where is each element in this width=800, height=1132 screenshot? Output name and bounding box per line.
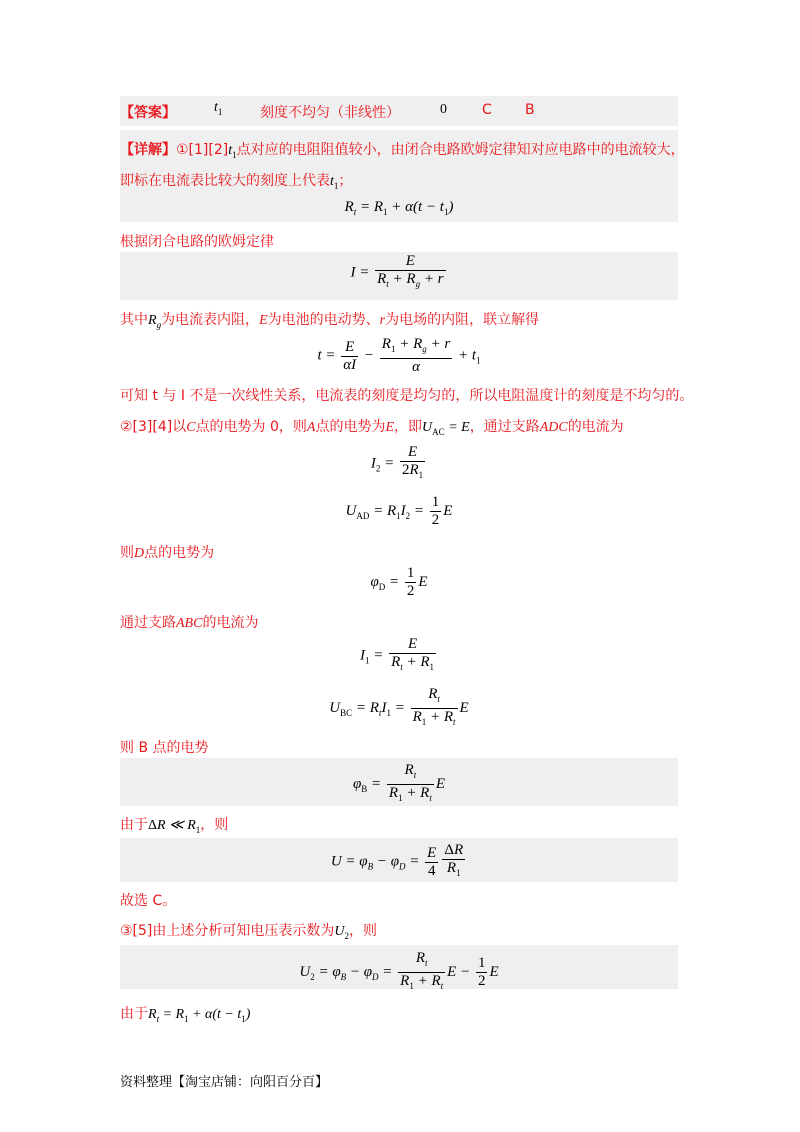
text-part2: ②[3][4]以C点的电势为 0，则A点的电势为E，即$U_{AC} = E$，通过支路ADC的电流为 — [120, 419, 624, 437]
answer-line — [120, 102, 685, 122]
text-since-rt: 由于$R_t = R_1 + \alpha(t - t_1)$ — [120, 1006, 251, 1024]
equation-u2: $U_2 = \varphi_B - \varphi_D$ = $\frac{R_t}{R_1 + R_t}$ E − $\frac{1}{2}$ E — [120, 950, 678, 995]
answer-item-2: 刻度不均匀（非线性） — [260, 105, 400, 121]
equation-rt: $R_t = R_1 + \alpha(t - t_1)$ — [344, 199, 454, 217]
equation-u: $U = \varphi_B - \varphi_D$ = $\frac{E}{4}$ $\frac{\Delta R}{R_1}$ — [120, 842, 678, 882]
answer-label: 【答案】 — [120, 105, 176, 121]
equation-phi-b: $\varphi_B$ = $\frac{R_t}{R_1 + R_t}$ E — [120, 762, 678, 807]
equation-t: t = $\frac{E}{\alpha I}$ − $\frac{R_1 + R_g + r}{\alpha}$ + $t_1$ — [317, 336, 481, 375]
text-nonlinear: 可知 t 与 I 不是一次线性关系，电流表的刻度是均匀的，所以电阻温度计的刻度是不均匀的。 — [120, 388, 694, 404]
detail-line-1: 【详解】$①[1][2]t_1$点对应的电阻阻值较小，由闭合电路欧姆定律知对应电路中的电流较大， — [120, 142, 685, 160]
answer-item-1: $t_1$ — [214, 100, 223, 117]
equation-uad: $U_{AD} = R_1I_2$ = $\frac{1}{2}$ E — [345, 494, 453, 528]
equation-phi-d: $\varphi_D$ = $\frac{1}{2}$ E — [370, 565, 428, 599]
equation-i1: $I_1$ = $\frac{E}{R_t + R_1}$ — [120, 636, 678, 676]
detail-line-2: 即标在电流表比较大的刻度上代表$t_1$； — [120, 173, 353, 191]
text-where: 其中$R_g$为电流表内阻，E为电池的电动势、r为电场的内阻，联立解得 — [120, 312, 540, 330]
footer-note: 资料整理【淘宝店铺：向阳百分百】 — [120, 1075, 329, 1090]
equation-i2: $I_2$ = $\frac{E}{2R_1}$ — [120, 444, 678, 484]
text-choose-c: 故选 C。 — [120, 893, 177, 909]
answer-item-4: C — [482, 102, 492, 118]
detail-label: 【详解】 — [120, 142, 176, 158]
answer-item-5: B — [525, 102, 535, 118]
text-ohm-law: 根据闭合电路的欧姆定律 — [120, 234, 274, 250]
equation-current: I = $\frac{E}{R_t + R_g + r}$ — [120, 253, 678, 293]
text-since-delta: 由于ΔR ≪ $R_1$，则 — [120, 817, 229, 835]
text-phi-b: 则 B 点的电势 — [120, 740, 209, 756]
answer-item-3: 0 — [440, 102, 447, 117]
equation-ubc: $U_{BC} = R_tI_1$ = $\frac{R_t}{R_1 + R_t}$ E — [120, 686, 678, 731]
text-abc: 通过支路ABC的电流为 — [120, 615, 259, 631]
text-part3: ③[5]由上述分析可知电压表示数为$U_2$，则 — [120, 923, 378, 941]
text-phi-d: 则D点的电势为 — [120, 545, 215, 561]
